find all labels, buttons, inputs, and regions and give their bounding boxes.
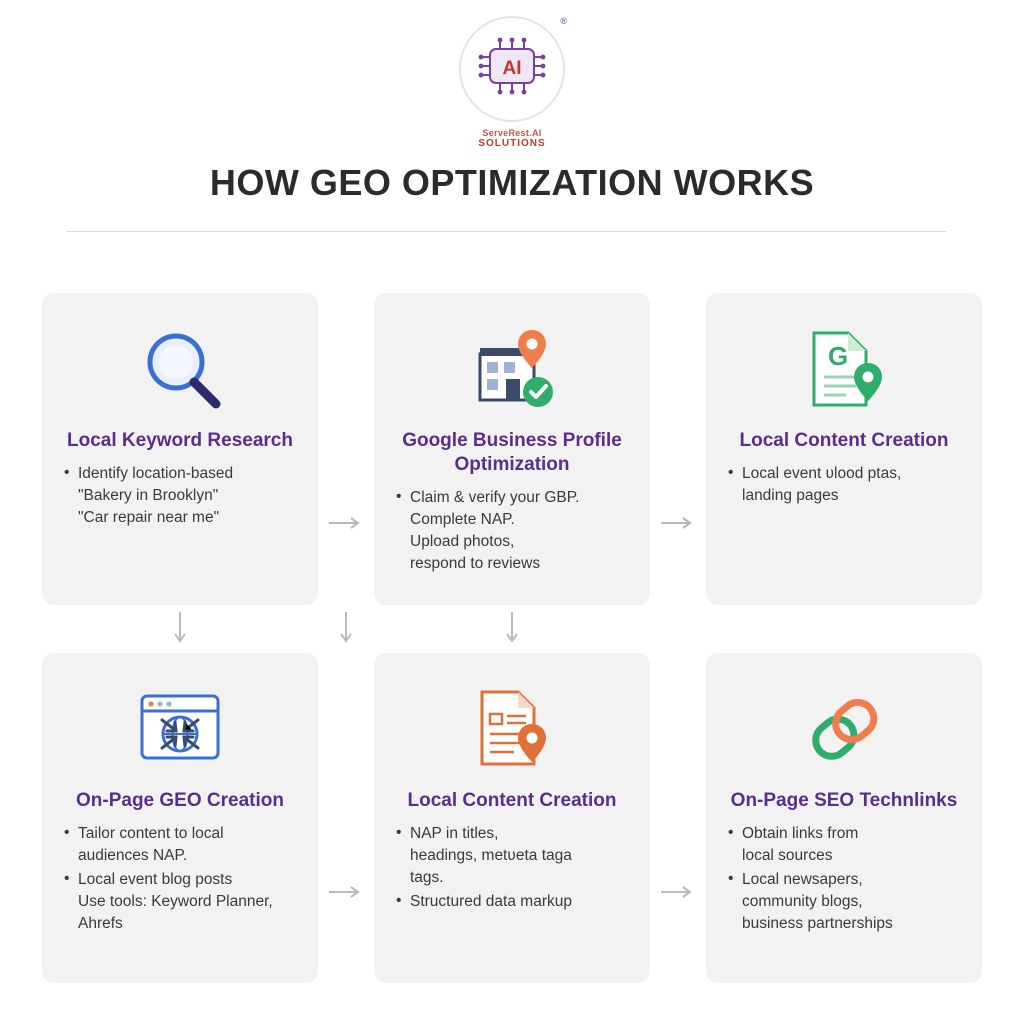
logo-brand-name: ServeRest.AI <box>482 128 542 138</box>
step-title: On-Page SEO Technlinks <box>730 790 958 811</box>
bullet-text: Obtain links from <box>742 824 859 842</box>
step-title: Local Keyword Research <box>67 430 293 451</box>
arrow-right-icon <box>650 885 706 899</box>
step-title: On-Page GEO Creation <box>76 790 284 811</box>
svg-text:AI: AI <box>502 58 522 79</box>
step-bullets <box>396 823 628 915</box>
bullet-subtext: community blogs, <box>742 892 863 910</box>
bullet-subtext: respond to reviews <box>410 554 541 572</box>
step-title: Local Content Creation <box>739 430 949 451</box>
step-bullets <box>64 463 296 531</box>
bullet-text: Identify location-based <box>78 464 234 482</box>
bullet-subtext: landing pages <box>742 486 839 504</box>
step-title: Local Content Creation <box>407 790 617 811</box>
step-card-local-content-creation-bottom[interactable] <box>374 653 650 983</box>
bullet-subtext: "Bakery in Brooklyn" <box>78 486 219 504</box>
arrow-down-icon <box>374 605 650 653</box>
arrow-right-icon <box>318 516 374 530</box>
step-bullets <box>728 463 960 509</box>
svg-text:G: G <box>828 341 849 371</box>
steps-grid <box>42 293 982 983</box>
chain-link-icon <box>728 675 960 785</box>
arrow-down-icon <box>42 605 318 653</box>
bullet-text: Local event ʋlood ptas, <box>742 464 902 482</box>
step-card-on-page-geo-creation[interactable] <box>42 653 318 983</box>
bullet-subtext: Complete NAP. <box>410 510 515 528</box>
logo-brand-subtitle: SOLUTIONS <box>478 138 546 149</box>
bullet-subtext: business partnerships <box>742 914 893 932</box>
list-item <box>64 463 296 529</box>
list-item <box>396 891 628 913</box>
bullet-text: NAP in titles, <box>410 824 499 842</box>
storefront-pin-check-icon <box>396 315 628 425</box>
ai-circuit-icon <box>468 25 556 113</box>
step-bullets <box>64 823 296 937</box>
document-pin-icon <box>396 675 628 785</box>
bullet-subtext: Upload photos, <box>410 532 515 550</box>
page-title: HOW GEO OPTIMIZATION WORKS <box>209 162 815 203</box>
list-item <box>64 823 296 867</box>
list-item <box>728 823 960 867</box>
arrow-down-icon <box>318 605 374 653</box>
step-card-local-content-creation-top[interactable] <box>706 293 982 605</box>
step-bullets <box>396 487 628 577</box>
magnifier-icon <box>64 315 296 425</box>
bullet-subtext: "Car repair near me" <box>78 508 220 526</box>
bullet-subtext: Ahrefs <box>78 914 123 932</box>
list-item <box>396 487 628 575</box>
step-card-local-keyword-research[interactable] <box>42 293 318 605</box>
browser-globe-icon <box>64 675 296 785</box>
step-card-on-page-seo-technlinks[interactable] <box>706 653 982 983</box>
bullet-text: Structured data markup <box>410 892 572 910</box>
list-item <box>728 869 960 935</box>
bullet-text: Claim & verify your GBP. <box>410 488 580 506</box>
bullet-subtext: local sources <box>742 846 833 864</box>
logo-mark <box>459 16 565 122</box>
title-divider <box>66 231 946 232</box>
step-title: Google Business Profile Optimization <box>402 430 622 475</box>
bullet-text: Local newsapers, <box>742 870 863 888</box>
list-item <box>64 869 296 935</box>
list-item <box>728 463 960 507</box>
bullet-subtext: Use tools: Keyword Planner, <box>78 892 273 910</box>
bullet-text: Local event blog posts <box>78 870 233 888</box>
registered-mark-icon: ® <box>560 16 567 26</box>
bullet-subtext: audiences NAP. <box>78 846 188 864</box>
google-doc-pin-icon <box>728 315 960 425</box>
arrow-right-icon <box>650 516 706 530</box>
bullet-text: Tailor content to local <box>78 824 224 842</box>
bullet-subtext: tags. <box>410 868 444 886</box>
list-item <box>396 823 628 889</box>
step-bullets <box>728 823 960 937</box>
step-card-google-business-profile-optimization[interactable] <box>374 293 650 605</box>
brand-logo <box>0 16 1024 149</box>
arrow-right-icon <box>318 885 374 899</box>
bullet-subtext: headings, metʋeta taga <box>410 846 572 864</box>
